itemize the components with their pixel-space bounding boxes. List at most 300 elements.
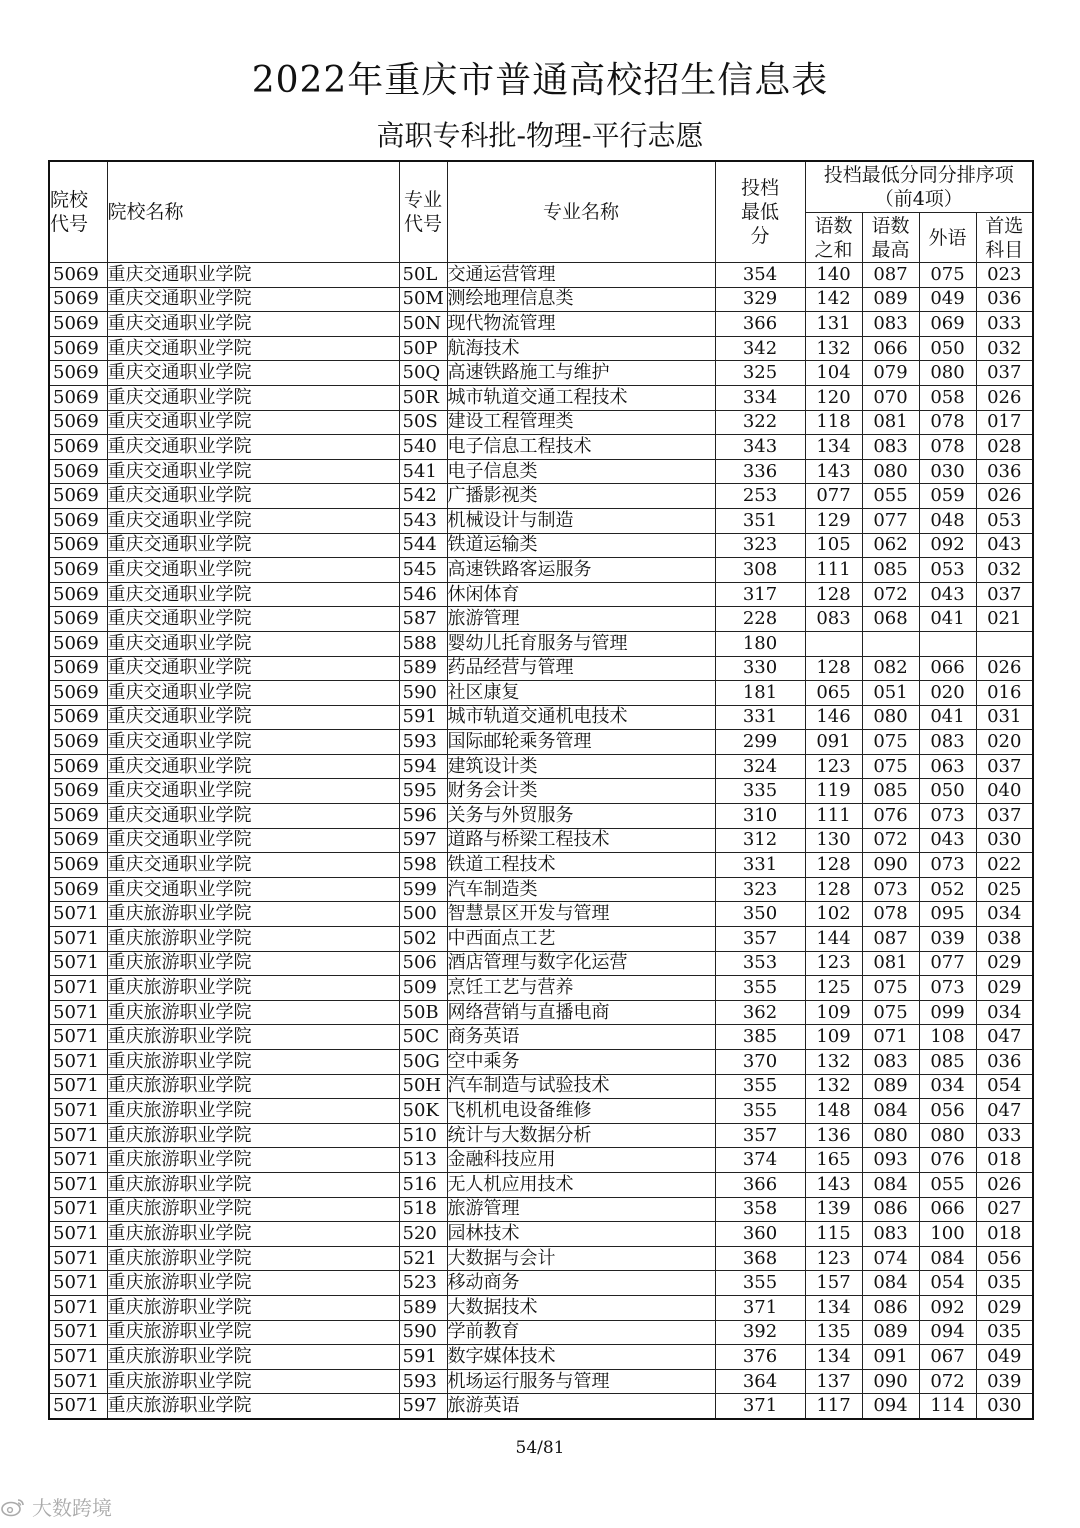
cell-sum-yushu: 128 xyxy=(805,877,862,902)
cell-max-yushu: 075 xyxy=(862,754,919,779)
cell-max-yushu: 080 xyxy=(862,705,919,730)
cell-max-yushu: 070 xyxy=(862,385,919,410)
cell-major-name: 交通运营管理 xyxy=(447,263,715,288)
table-row xyxy=(49,631,1033,656)
cell-sum-yushu: 131 xyxy=(805,312,862,337)
cell-school-name: 重庆交通职业学院 xyxy=(107,631,399,656)
cell-min-score: 355 xyxy=(715,1099,805,1124)
cell-max-yushu: 062 xyxy=(862,533,919,558)
table-row xyxy=(49,976,1033,1001)
cell-school-code: 5069 xyxy=(49,558,107,583)
cell-school-name: 重庆旅游职业学院 xyxy=(107,951,399,976)
cell-major-name: 高速铁路施工与维护 xyxy=(447,361,715,386)
cell-major-name: 旅游管理 xyxy=(447,607,715,632)
cell-first-subject: 025 xyxy=(976,877,1033,902)
cell-first-subject: 026 xyxy=(976,656,1033,681)
cell-sum-yushu: 139 xyxy=(805,1197,862,1222)
cell-major-name: 城市轨道交通工程技术 xyxy=(447,385,715,410)
cell-school-name: 重庆旅游职业学院 xyxy=(107,1099,399,1124)
cell-school-name: 重庆交通职业学院 xyxy=(107,582,399,607)
cell-min-score: 334 xyxy=(715,385,805,410)
cell-sum-yushu: 109 xyxy=(805,1000,862,1025)
cell-major-name: 建设工程管理类 xyxy=(447,410,715,435)
cell-major-name: 电子信息工程技术 xyxy=(447,435,715,460)
cell-max-yushu: 079 xyxy=(862,361,919,386)
cell-school-code: 5069 xyxy=(49,828,107,853)
cell-foreign: 077 xyxy=(919,951,976,976)
cell-major-code: 50R xyxy=(399,385,447,410)
cell-min-score: 323 xyxy=(715,533,805,558)
cell-major-code: 50N xyxy=(399,312,447,337)
cell-major-name: 网络营销与直播电商 xyxy=(447,1000,715,1025)
cell-first-subject: 020 xyxy=(976,730,1033,755)
cell-foreign: 048 xyxy=(919,508,976,533)
cell-sum-yushu: 157 xyxy=(805,1271,862,1296)
cell-school-code: 5069 xyxy=(49,853,107,878)
cell-max-yushu: 090 xyxy=(862,1369,919,1394)
table-row xyxy=(49,385,1033,410)
cell-school-code: 5069 xyxy=(49,754,107,779)
cell-major-code: 594 xyxy=(399,754,447,779)
cell-major-code: 50B xyxy=(399,1000,447,1025)
cell-school-code: 5069 xyxy=(49,631,107,656)
header-major-code: 专业代号 xyxy=(399,161,447,263)
cell-min-score: 323 xyxy=(715,877,805,902)
cell-first-subject: 031 xyxy=(976,705,1033,730)
cell-sum-yushu: 109 xyxy=(805,1025,862,1050)
cell-sum-yushu: 135 xyxy=(805,1320,862,1345)
cell-school-name: 重庆交通职业学院 xyxy=(107,656,399,681)
cell-school-code: 5071 xyxy=(49,1369,107,1394)
cell-school-code: 5069 xyxy=(49,508,107,533)
table-row xyxy=(49,779,1033,804)
cell-school-name: 重庆旅游职业学院 xyxy=(107,1025,399,1050)
cell-major-code: 589 xyxy=(399,656,447,681)
cell-major-code: 587 xyxy=(399,607,447,632)
cell-first-subject: 037 xyxy=(976,582,1033,607)
cell-sum-yushu: 130 xyxy=(805,828,862,853)
cell-major-name: 铁道运输类 xyxy=(447,533,715,558)
cell-foreign xyxy=(919,631,976,656)
table-row xyxy=(49,607,1033,632)
table-row xyxy=(49,902,1033,927)
cell-school-name: 重庆交通职业学院 xyxy=(107,754,399,779)
cell-max-yushu: 051 xyxy=(862,681,919,706)
cell-major-code: 544 xyxy=(399,533,447,558)
cell-sum-yushu: 142 xyxy=(805,287,862,312)
cell-first-subject: 037 xyxy=(976,804,1033,829)
cell-max-yushu: 071 xyxy=(862,1025,919,1050)
cell-first-subject: 056 xyxy=(976,1246,1033,1271)
cell-min-score: 374 xyxy=(715,1148,805,1173)
cell-min-score: 343 xyxy=(715,435,805,460)
cell-school-code: 5071 xyxy=(49,1099,107,1124)
cell-sum-yushu: 091 xyxy=(805,730,862,755)
cell-first-subject: 016 xyxy=(976,681,1033,706)
cell-major-code: 500 xyxy=(399,902,447,927)
cell-max-yushu: 086 xyxy=(862,1295,919,1320)
cell-major-code: 590 xyxy=(399,681,447,706)
table-row xyxy=(49,877,1033,902)
cell-school-name: 重庆交通职业学院 xyxy=(107,681,399,706)
cell-min-score: 322 xyxy=(715,410,805,435)
cell-first-subject: 021 xyxy=(976,607,1033,632)
cell-school-name: 重庆旅游职业学院 xyxy=(107,1320,399,1345)
header-max-yushu: 语数最高 xyxy=(862,213,919,263)
table-row xyxy=(49,754,1033,779)
cell-school-name: 重庆交通职业学院 xyxy=(107,877,399,902)
cell-major-name: 学前教育 xyxy=(447,1320,715,1345)
cell-max-yushu: 072 xyxy=(862,582,919,607)
cell-foreign: 041 xyxy=(919,705,976,730)
cell-max-yushu: 083 xyxy=(862,435,919,460)
cell-min-score: 308 xyxy=(715,558,805,583)
table-row xyxy=(49,582,1033,607)
cell-foreign: 078 xyxy=(919,435,976,460)
cell-school-name: 重庆交通职业学院 xyxy=(107,287,399,312)
cell-major-code: 520 xyxy=(399,1222,447,1247)
header-sum-yushu: 语数之和 xyxy=(805,213,862,263)
cell-min-score: 355 xyxy=(715,1074,805,1099)
cell-major-code: 597 xyxy=(399,828,447,853)
cell-first-subject: 047 xyxy=(976,1099,1033,1124)
cell-max-yushu: 075 xyxy=(862,730,919,755)
cell-school-code: 5069 xyxy=(49,287,107,312)
cell-major-code: 523 xyxy=(399,1271,447,1296)
table-row xyxy=(49,533,1033,558)
header-major-name: 专业名称 xyxy=(447,161,715,263)
table-row xyxy=(49,1271,1033,1296)
table-row xyxy=(49,1197,1033,1222)
table-row xyxy=(49,1320,1033,1345)
cell-major-name: 社区康复 xyxy=(447,681,715,706)
cell-sum-yushu: 128 xyxy=(805,656,862,681)
cell-school-code: 5071 xyxy=(49,1197,107,1222)
cell-max-yushu: 087 xyxy=(862,263,919,288)
table-row xyxy=(49,1246,1033,1271)
cell-min-score: 342 xyxy=(715,336,805,361)
page-number: 54/81 xyxy=(515,1438,565,1458)
table-row xyxy=(49,1025,1033,1050)
cell-first-subject: 029 xyxy=(976,1295,1033,1320)
cell-foreign: 053 xyxy=(919,558,976,583)
cell-school-code: 5071 xyxy=(49,1345,107,1370)
cell-school-code: 5069 xyxy=(49,533,107,558)
cell-major-name: 关务与外贸服务 xyxy=(447,804,715,829)
cell-school-code: 5069 xyxy=(49,582,107,607)
cell-first-subject: 032 xyxy=(976,336,1033,361)
cell-sum-yushu: 120 xyxy=(805,385,862,410)
cell-school-code: 5069 xyxy=(49,336,107,361)
cell-school-code: 5071 xyxy=(49,1295,107,1320)
cell-major-name: 金融科技应用 xyxy=(447,1148,715,1173)
cell-max-yushu: 083 xyxy=(862,1050,919,1075)
cell-major-name: 飞机机电设备维修 xyxy=(447,1099,715,1124)
table-row xyxy=(49,804,1033,829)
table-row xyxy=(49,312,1033,337)
cell-first-subject: 023 xyxy=(976,263,1033,288)
cell-school-code: 5071 xyxy=(49,1074,107,1099)
cell-foreign: 041 xyxy=(919,607,976,632)
page-title: 2022年重庆市普通高校招生信息表 xyxy=(251,60,829,101)
cell-major-code: 516 xyxy=(399,1172,447,1197)
table-row xyxy=(49,853,1033,878)
cell-max-yushu: 083 xyxy=(862,1222,919,1247)
cell-first-subject: 032 xyxy=(976,558,1033,583)
cell-foreign: 067 xyxy=(919,1345,976,1370)
cell-school-name: 重庆交通职业学院 xyxy=(107,705,399,730)
cell-first-subject: 033 xyxy=(976,1123,1033,1148)
cell-min-score: 385 xyxy=(715,1025,805,1050)
cell-school-code: 5071 xyxy=(49,927,107,952)
cell-first-subject: 022 xyxy=(976,853,1033,878)
cell-first-subject: 029 xyxy=(976,976,1033,1001)
cell-sum-yushu: 132 xyxy=(805,1050,862,1075)
table-row xyxy=(49,263,1033,288)
cell-max-yushu: 076 xyxy=(862,804,919,829)
cell-major-code: 518 xyxy=(399,1197,447,1222)
cell-min-score: 371 xyxy=(715,1295,805,1320)
cell-max-yushu: 077 xyxy=(862,508,919,533)
cell-min-score: 312 xyxy=(715,828,805,853)
cell-major-code: 596 xyxy=(399,804,447,829)
weibo-icon xyxy=(0,1497,26,1517)
header-foreign: 外语 xyxy=(919,213,976,263)
cell-foreign: 055 xyxy=(919,1172,976,1197)
cell-school-name: 重庆交通职业学院 xyxy=(107,558,399,583)
cell-school-name: 重庆旅游职业学院 xyxy=(107,927,399,952)
cell-school-name: 重庆交通职业学院 xyxy=(107,435,399,460)
cell-school-code: 5071 xyxy=(49,1148,107,1173)
cell-school-name: 重庆交通职业学院 xyxy=(107,263,399,288)
table-row xyxy=(49,730,1033,755)
cell-major-code: 50S xyxy=(399,410,447,435)
cell-min-score: 371 xyxy=(715,1394,805,1419)
cell-school-code: 5069 xyxy=(49,877,107,902)
cell-sum-yushu: 104 xyxy=(805,361,862,386)
table-row xyxy=(49,1394,1033,1419)
cell-min-score: 331 xyxy=(715,705,805,730)
table-body xyxy=(49,263,1033,1419)
cell-school-name: 重庆交通职业学院 xyxy=(107,804,399,829)
cell-major-name: 航海技术 xyxy=(447,336,715,361)
cell-major-name: 烹饪工艺与营养 xyxy=(447,976,715,1001)
cell-major-name: 旅游管理 xyxy=(447,1197,715,1222)
cell-school-code: 5069 xyxy=(49,459,107,484)
cell-school-code: 5069 xyxy=(49,312,107,337)
cell-school-code: 5071 xyxy=(49,1025,107,1050)
cell-foreign: 058 xyxy=(919,385,976,410)
cell-sum-yushu: 118 xyxy=(805,410,862,435)
cell-foreign: 083 xyxy=(919,730,976,755)
cell-foreign: 073 xyxy=(919,804,976,829)
table-row xyxy=(49,558,1033,583)
cell-school-name: 重庆旅游职业学院 xyxy=(107,1345,399,1370)
cell-school-code: 5071 xyxy=(49,1394,107,1419)
cell-major-name: 空中乘务 xyxy=(447,1050,715,1075)
cell-school-code: 5069 xyxy=(49,705,107,730)
cell-min-score: 180 xyxy=(715,631,805,656)
cell-school-code: 5069 xyxy=(49,435,107,460)
cell-school-name: 重庆旅游职业学院 xyxy=(107,1295,399,1320)
cell-sum-yushu: 119 xyxy=(805,779,862,804)
cell-min-score: 364 xyxy=(715,1369,805,1394)
cell-foreign: 039 xyxy=(919,927,976,952)
cell-first-subject: 018 xyxy=(976,1148,1033,1173)
cell-major-code: 593 xyxy=(399,730,447,755)
cell-first-subject: 036 xyxy=(976,287,1033,312)
cell-school-name: 重庆旅游职业学院 xyxy=(107,1148,399,1173)
cell-school-name: 重庆交通职业学院 xyxy=(107,312,399,337)
cell-min-score: 357 xyxy=(715,927,805,952)
cell-min-score: 376 xyxy=(715,1345,805,1370)
cell-major-name: 铁道工程技术 xyxy=(447,853,715,878)
cell-first-subject: 026 xyxy=(976,385,1033,410)
cell-major-code: 595 xyxy=(399,779,447,804)
cell-min-score: 228 xyxy=(715,607,805,632)
cell-first-subject: 029 xyxy=(976,951,1033,976)
cell-foreign: 034 xyxy=(919,1074,976,1099)
cell-min-score: 317 xyxy=(715,582,805,607)
cell-sum-yushu: 102 xyxy=(805,902,862,927)
cell-min-score: 370 xyxy=(715,1050,805,1075)
cell-major-code: 50Q xyxy=(399,361,447,386)
cell-school-name: 重庆交通职业学院 xyxy=(107,533,399,558)
cell-first-subject: 026 xyxy=(976,484,1033,509)
cell-school-name: 重庆交通职业学院 xyxy=(107,779,399,804)
cell-first-subject xyxy=(976,631,1033,656)
cell-major-code: 513 xyxy=(399,1148,447,1173)
cell-major-code: 597 xyxy=(399,1394,447,1419)
cell-school-name: 重庆交通职业学院 xyxy=(107,361,399,386)
cell-min-score: 336 xyxy=(715,459,805,484)
cell-foreign: 066 xyxy=(919,656,976,681)
cell-school-code: 5069 xyxy=(49,361,107,386)
cell-first-subject: 039 xyxy=(976,1369,1033,1394)
cell-major-code: 50C xyxy=(399,1025,447,1050)
cell-major-code: 589 xyxy=(399,1295,447,1320)
cell-foreign: 043 xyxy=(919,828,976,853)
cell-min-score: 368 xyxy=(715,1246,805,1271)
cell-max-yushu: 084 xyxy=(862,1172,919,1197)
cell-first-subject: 033 xyxy=(976,312,1033,337)
cell-foreign: 080 xyxy=(919,361,976,386)
cell-major-name: 婴幼儿托育服务与管理 xyxy=(447,631,715,656)
cell-major-name: 大数据与会计 xyxy=(447,1246,715,1271)
table-row xyxy=(49,410,1033,435)
cell-school-code: 5071 xyxy=(49,1222,107,1247)
cell-major-name: 测绘地理信息类 xyxy=(447,287,715,312)
table-row xyxy=(49,459,1033,484)
cell-school-code: 5069 xyxy=(49,484,107,509)
cell-sum-yushu: 111 xyxy=(805,804,862,829)
cell-min-score: 299 xyxy=(715,730,805,755)
cell-first-subject: 026 xyxy=(976,1172,1033,1197)
cell-major-name: 道路与桥梁工程技术 xyxy=(447,828,715,853)
cell-max-yushu: 082 xyxy=(862,656,919,681)
cell-sum-yushu: 083 xyxy=(805,607,862,632)
cell-major-name: 药品经营与管理 xyxy=(447,656,715,681)
cell-school-name: 重庆交通职业学院 xyxy=(107,508,399,533)
watermark-text: 大数跨境 xyxy=(32,1496,112,1520)
cell-first-subject: 037 xyxy=(976,754,1033,779)
cell-sum-yushu: 136 xyxy=(805,1123,862,1148)
cell-max-yushu: 081 xyxy=(862,410,919,435)
cell-school-name: 重庆旅游职业学院 xyxy=(107,1000,399,1025)
cell-major-name: 休闲体育 xyxy=(447,582,715,607)
cell-foreign: 094 xyxy=(919,1320,976,1345)
cell-first-subject: 035 xyxy=(976,1320,1033,1345)
cell-foreign: 066 xyxy=(919,1197,976,1222)
cell-major-name: 国际邮轮乘务管理 xyxy=(447,730,715,755)
cell-min-score: 355 xyxy=(715,1271,805,1296)
table-row xyxy=(49,656,1033,681)
cell-max-yushu: 078 xyxy=(862,902,919,927)
cell-sum-yushu: 144 xyxy=(805,927,862,952)
cell-school-code: 5071 xyxy=(49,976,107,1001)
cell-school-code: 5071 xyxy=(49,1123,107,1148)
cell-sum-yushu: 134 xyxy=(805,1345,862,1370)
table-row xyxy=(49,828,1033,853)
cell-major-code: 590 xyxy=(399,1320,447,1345)
cell-first-subject: 035 xyxy=(976,1271,1033,1296)
cell-school-code: 5071 xyxy=(49,1246,107,1271)
table-row xyxy=(49,1099,1033,1124)
cell-sum-yushu: 117 xyxy=(805,1394,862,1419)
cell-school-code: 5069 xyxy=(49,385,107,410)
cell-min-score: 366 xyxy=(715,312,805,337)
cell-major-name: 机械设计与制造 xyxy=(447,508,715,533)
cell-first-subject: 037 xyxy=(976,361,1033,386)
cell-min-score: 350 xyxy=(715,902,805,927)
cell-major-name: 现代物流管理 xyxy=(447,312,715,337)
cell-school-code: 5069 xyxy=(49,779,107,804)
cell-min-score: 310 xyxy=(715,804,805,829)
cell-sum-yushu: 148 xyxy=(805,1099,862,1124)
cell-major-name: 大数据技术 xyxy=(447,1295,715,1320)
cell-major-name: 财务会计类 xyxy=(447,779,715,804)
cell-foreign: 085 xyxy=(919,1050,976,1075)
cell-school-code: 5069 xyxy=(49,681,107,706)
cell-max-yushu: 080 xyxy=(862,1123,919,1148)
cell-school-code: 5071 xyxy=(49,1172,107,1197)
table-row xyxy=(49,1172,1033,1197)
table-row xyxy=(49,1074,1033,1099)
table-row xyxy=(49,681,1033,706)
cell-sum-yushu: 132 xyxy=(805,336,862,361)
cell-max-yushu: 085 xyxy=(862,779,919,804)
cell-major-code: 545 xyxy=(399,558,447,583)
cell-major-code: 541 xyxy=(399,459,447,484)
cell-major-code: 591 xyxy=(399,1345,447,1370)
cell-min-score: 335 xyxy=(715,779,805,804)
cell-max-yushu: 089 xyxy=(862,1074,919,1099)
cell-max-yushu: 074 xyxy=(862,1246,919,1271)
cell-max-yushu: 066 xyxy=(862,336,919,361)
table-row xyxy=(49,336,1033,361)
cell-sum-yushu: 137 xyxy=(805,1369,862,1394)
cell-max-yushu: 085 xyxy=(862,558,919,583)
cell-min-score: 362 xyxy=(715,1000,805,1025)
cell-major-code: 506 xyxy=(399,951,447,976)
cell-school-code: 5069 xyxy=(49,656,107,681)
cell-max-yushu: 091 xyxy=(862,1345,919,1370)
cell-sum-yushu: 123 xyxy=(805,951,862,976)
cell-min-score: 392 xyxy=(715,1320,805,1345)
table-row xyxy=(49,287,1033,312)
cell-school-name: 重庆交通职业学院 xyxy=(107,828,399,853)
cell-major-name: 移动商务 xyxy=(447,1271,715,1296)
